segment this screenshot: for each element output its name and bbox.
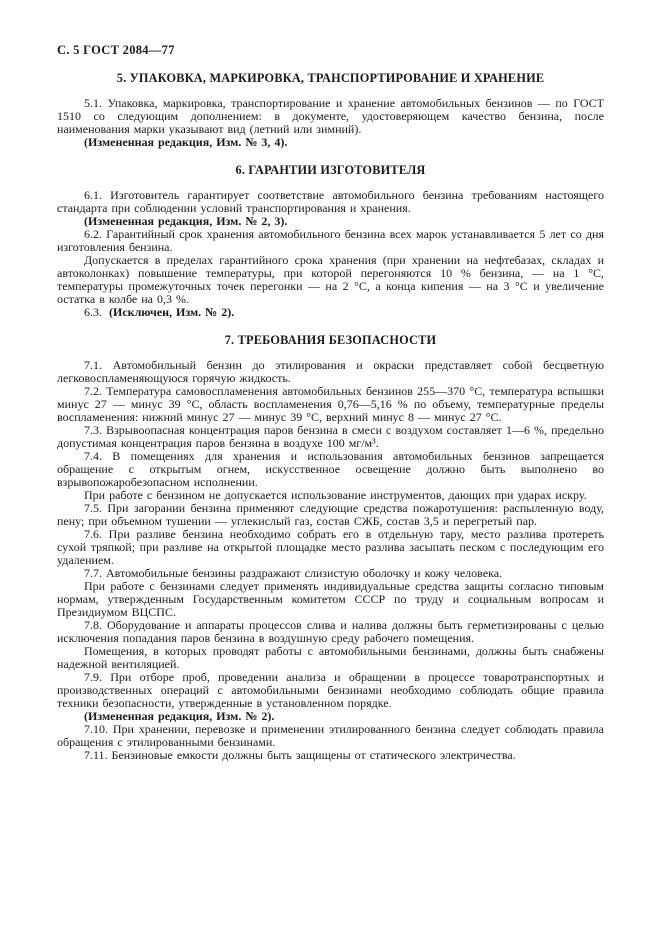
clause-7-1: 7.1. Автомобильный бензин до этилирования и окраски представляет собой бесцветную легковоспламеняющуюся горячую жидкость. [57,358,604,385]
section-5-title: 5. УПАКОВКА, МАРКИРОВКА, ТРАНСПОРТИРОВАНИЕ И ХРАНЕНИЕ [116,71,545,85]
clause-7-8: 7.8. Оборудование и аппараты процессов слива и налива должны быть герметизированы с целью исключения попадания паров бензина в воздушную среду рабочего помещения. [57,618,604,645]
clause-6-3 [57,306,604,319]
clause-6-2: 6.2. Гарантийный срок хранения автомобильного бензина всех марок устанавливается 5 лет со дня изготовления бензина. [57,227,604,254]
section-6-title: 6. ГАРАНТИИ ИЗГОТОВИТЕЛЯ [235,163,426,177]
clause-5-1: 5.1. Упаковка, маркировка, транспортирование и хранение автомобильных бензинов — по ГОСТ 1510 со следующим дополнением: в документе, удостоверяющем качество бензина, после наименования марки указывают вид (летний или зимний). [57,96,604,136]
clause-7-7: 7.7. Автомобильные бензины раздражают слизистую оболочку и кожу человека. [84,566,503,580]
page-header: С. 5 ГОСТ 2084—77 [57,43,175,57]
clause-7-6: 7.6. При разливе бензина необходимо собрать его в отдельную тару, место разлива протереть сухой тряпкой; при разливе на открытой площадке место разлива засыпать песком с последующим его удалением. [57,527,604,567]
section-7-title: 7. ТРЕБОВАНИЯ БЕЗОПАСНОСТИ [224,333,437,347]
clause-7-7-continuation: При работе с бензинами следует применять индивидуальные средства защиты согласно типовым нормам, утвержденным Государственным комитетом СССР по труду и социальным вопросам и Президиумом ВЦСПС. [57,579,604,619]
clause-7-9-amendment-note: (Измененная редакция, Изм. № 2). [84,709,275,723]
clause-7-2: 7.2. Температура самовоспламенения автомобильных бензинов 255—370 °С, температура вспышки минус 27 — минус 39 °С, область воспламенения 0,76—5,16 % по объему, температурные пределы воспламенения: нижний минус 27 — минус 39 °С, верхний минус 8 — минус 27 °С. [57,384,604,424]
clause-7-4: 7.4. В помещениях для хранения и использования автомобильных бензинов запрещается обращение с открытым огнем, искусственное освещение должно быть выполнено во взрывопожаробезопасном исполнении. [57,449,604,489]
clause-7-3: 7.3. Взрывоопасная концентрация паров бензина в смеси с воздухом составляет 1—6 %, предельно допустимая концентрация паров бензина в воздухе 100 мг/м³. [57,423,604,450]
clause-7-8-continuation: Помещения, в которых проводят работы с автомобильными бензинами, должны быть снабжены надежной вентиляцией. [57,644,604,671]
clause-7-11: 7.11. Бензиновые емкости должны быть защищены от статического электричества. [84,748,516,762]
clause-7-10: 7.10. При хранении, перевозке и применении этилированного бензина следует соблюдать правила обращения с этилированными бензинами. [57,722,604,749]
clause-5-1-amendment-note: (Измененная редакция, Изм. № 3, 4). [84,135,288,149]
clause-7-5: 7.5. При загорании бензина применяют следующие средства пожаротушения: распыленную воду, пену; при объемном тушении — углекислый газ, состав СЖБ, состав 3,5 и перегретый пар. [57,501,604,528]
clause-6-3-excluded-note: (Исключен, Изм. № 2). [109,305,235,319]
clause-6-1: 6.1. Изготовитель гарантирует соответствие автомобильного бензина требованиям настоящего стандарта при соблюдении условий транспортирования и хранения. [57,188,604,215]
clause-6-3-number: 6.3. [84,305,102,319]
clause-6-1-amendment-note: (Измененная редакция, Изм. № 2, 3). [84,214,288,228]
clause-7-9: 7.9. При отборе проб, проведении анализа и обращении в процессе товаротранспортных и производственных операций с автомобильными бензинами необходимо соблюдать общие правила техники безопасности, утвержденные в установленном порядке. [57,670,604,710]
clause-7-4-continuation: При работе с бензином не допускается использование инструментов, дающих при ударах искру. [84,488,587,502]
clause-6-2-continuation: Допускается в пределах гарантийного срока хранения (при хранении на нефтебазах, складах и автоколонках) повышение температуры, при которой перегоняются 10 % бензина, — на 1 °С, температуры промежуточных точек перегонки — на 2 °С, а конца кипения — на 3 °С и увеличение остатка в колбе на 0,3 %. [57,253,604,306]
